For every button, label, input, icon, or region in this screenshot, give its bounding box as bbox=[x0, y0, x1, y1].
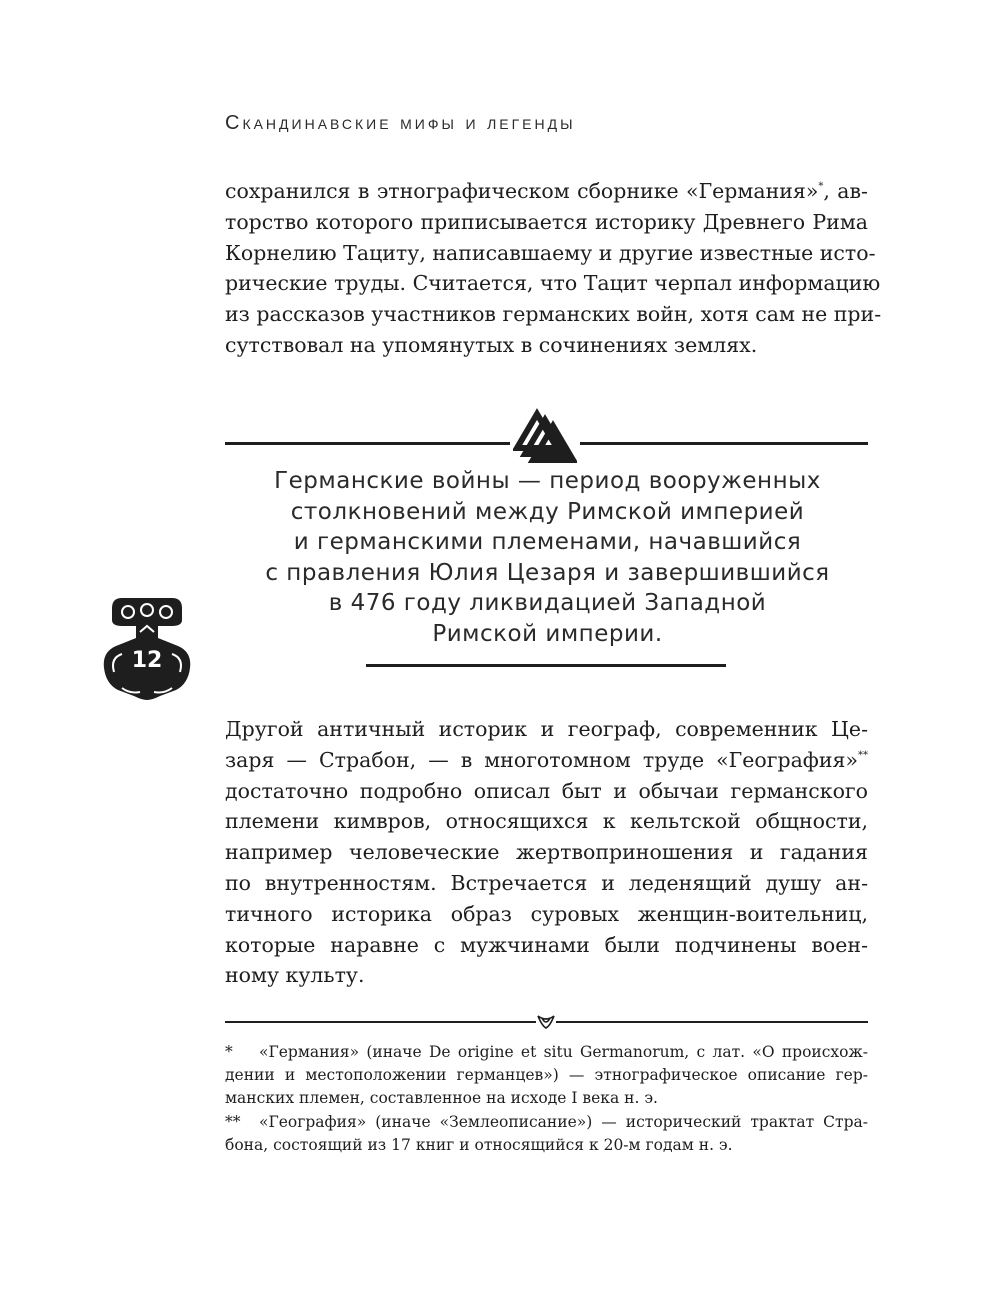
thor-hammer-icon bbox=[100, 592, 194, 702]
paragraph-line: торство которого приписывается историку Древнего Рима bbox=[225, 209, 868, 234]
page-number: 12 bbox=[131, 648, 163, 673]
footnote-line: ** «География» (иначе «Землеописание») — исторический трактат Стра- bbox=[225, 1111, 868, 1134]
paragraph-line: ному культу. bbox=[225, 963, 365, 988]
callout-bottom-rule bbox=[366, 664, 726, 667]
paragraph-line: достаточно подробно описал быт и обычаи германского bbox=[225, 778, 868, 803]
paragraph-line: рические труды. Считается, что Тацит черпал информацию bbox=[225, 271, 881, 296]
callout-line: Римской империи. bbox=[432, 620, 663, 647]
footnote-marker: ** bbox=[225, 1112, 241, 1131]
celtic-knot-icon bbox=[536, 1014, 556, 1030]
callout-text bbox=[250, 466, 845, 649]
paragraph-line: тичного историка образ суровых женщин-воительниц, bbox=[225, 901, 868, 926]
footnote-line: бона, состоящий из 17 книг и относящийся к 20-м годам н. э. bbox=[225, 1135, 733, 1154]
paragraph-line: сохранился в этнографическом сборнике «Германия»*, ав- bbox=[225, 179, 868, 203]
paragraph-line: Корнелию Тациту, написавшаему и другие известные исто- bbox=[225, 240, 876, 265]
footnote-line: дении и местоположении германцев») — этнографическое описание гер- bbox=[225, 1066, 868, 1085]
footnote-marker: * bbox=[225, 1043, 233, 1061]
footnote-mark: ** bbox=[858, 749, 868, 761]
callout-line: Германские войны — период вооруженных bbox=[274, 468, 821, 494]
paragraph-line: племени кимвров, относящихся к кельтской общности, bbox=[225, 809, 868, 834]
valknut-icon bbox=[513, 408, 577, 464]
paragraph-line: по внутренностям. Встречается и леденящий душу ан- bbox=[225, 870, 868, 895]
paragraph-line: сутствовал на упомянутых в сочинениях землях. bbox=[225, 332, 758, 357]
footnote-line: манских племен, составленное на исходе I века н. э. bbox=[225, 1089, 658, 1108]
paragraph-line: заря — Страбон, — в многотомном труде «География»** bbox=[225, 747, 868, 772]
paragraph-line: Другой античный историк и географ, современник Це- bbox=[225, 717, 868, 741]
paragraph-line: из рассказов участников германских войн, хотя сам не при- bbox=[225, 302, 882, 327]
callout-line: и германскими племенами, начавшийся bbox=[293, 529, 802, 555]
paragraph-2 bbox=[225, 714, 868, 991]
callout-line: с правления Юлия Цезаря и завершившийся bbox=[265, 559, 830, 586]
footnote-mark: * bbox=[818, 181, 824, 192]
footnotes bbox=[225, 1041, 868, 1157]
running-title: Скандинавские мифы и легенды bbox=[225, 112, 576, 134]
footnote-line: * «Германия» (иначе De origine et situ Germanorum, с лат. «О происхож- bbox=[225, 1041, 868, 1064]
paragraph-line: которые наравне с мужчинами были подчинены воен- bbox=[225, 932, 868, 957]
divider-rule-right bbox=[580, 442, 868, 445]
callout-line: столкновений между Римской империей bbox=[290, 498, 805, 525]
paragraph-line: например человеческие жертвоприношения и гадания bbox=[225, 840, 868, 865]
callout-line: в 476 году ликвидацией Западной bbox=[328, 590, 767, 616]
divider-rule-left bbox=[225, 442, 510, 445]
paragraph-1 bbox=[225, 176, 882, 361]
